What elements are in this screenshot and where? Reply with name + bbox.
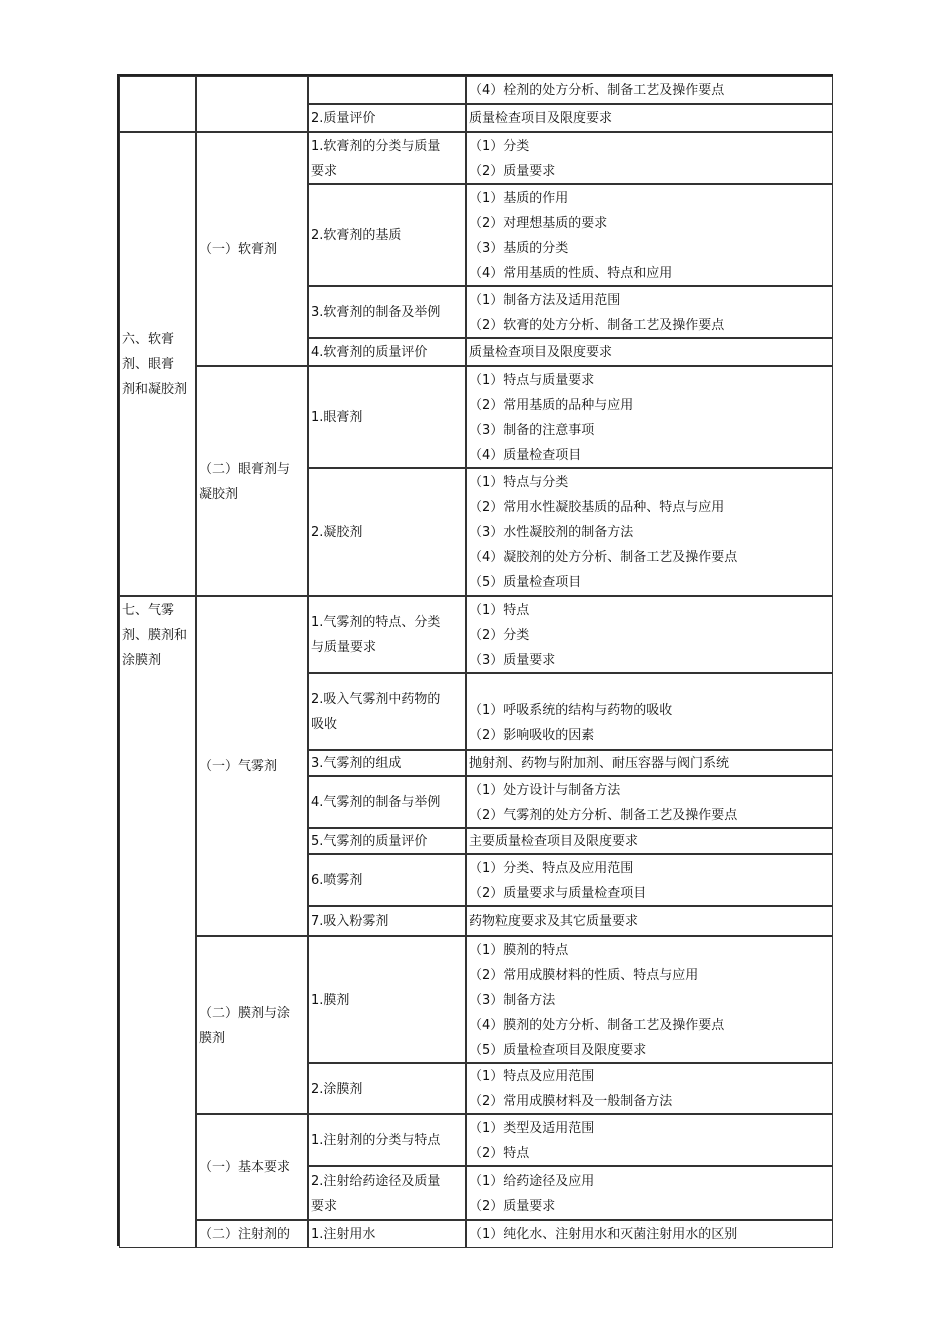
- cell-line: 主要质量检查项目及限度要求: [469, 834, 639, 849]
- item-cell: [308, 673, 466, 750]
- section-cell: [119, 596, 196, 1248]
- cell-line: （1）基质的作用: [469, 190, 569, 206]
- subsection-cell: [196, 366, 308, 596]
- subsection-cell: [196, 1114, 308, 1220]
- cell-line: （一）基本要求: [199, 1160, 291, 1175]
- cell-line: 2.吸入气雾剂中药物的: [311, 692, 441, 707]
- cell-line: （1）特点及应用范围: [469, 1069, 595, 1084]
- cell-line: 质量检查项目及限度要求: [469, 111, 613, 126]
- item-cell: [308, 104, 466, 132]
- cell-line: （2）质量要求: [469, 163, 556, 179]
- cell-line: 1.气雾剂的特点、分类: [311, 615, 441, 630]
- cell-line: （二）膜剂与涂: [199, 1005, 291, 1021]
- cell-line: （1）给药途径及应用: [469, 1173, 595, 1189]
- detail-cell: [466, 1114, 833, 1166]
- item-cell: [308, 468, 466, 596]
- detail-cell: [466, 596, 833, 673]
- section-cell: [196, 76, 308, 132]
- item-cell: [308, 76, 466, 104]
- cell-line: （二）注射剂的: [199, 1227, 291, 1242]
- syllabus-table: [117, 74, 833, 1246]
- cell-line: 2.质量评价: [311, 111, 376, 126]
- item-cell: [308, 906, 466, 936]
- cell-line: （1）膜剂的特点: [469, 942, 569, 958]
- cell-line: 1.膜剂: [311, 992, 350, 1008]
- cell-line: 涂膜剂: [122, 653, 162, 668]
- cell-line: （5）质量检查项目及限度要求: [469, 1042, 647, 1058]
- cell-line: 药物粒度要求及其它质量要求: [469, 914, 639, 929]
- cell-line: 3.软膏剂的制备及举例: [311, 305, 441, 320]
- cell-line: （1）纯化水、注射用水和灭菌注射用水的区别: [469, 1227, 738, 1242]
- cell-line: （2）影响吸收的因素: [469, 728, 595, 743]
- cell-line: （3）质量要求: [469, 652, 556, 668]
- cell-line: （一）软膏剂: [199, 242, 278, 257]
- item-cell: [308, 936, 466, 1063]
- cell-line: 2.涂膜剂: [311, 1081, 363, 1097]
- cell-line: 质量检查项目及限度要求: [469, 345, 613, 360]
- cell-line: （4）常用基质的性质、特点和应用: [469, 265, 673, 281]
- cell-line: （4）膜剂的处方分析、制备工艺及操作要点: [469, 1017, 725, 1033]
- cell-line: 吸收: [311, 717, 338, 732]
- cell-line: 膜剂: [199, 1030, 226, 1046]
- cell-line: （2）常用基质的品种与应用: [469, 397, 634, 413]
- detail-cell: [466, 906, 833, 936]
- cell-line: （3）基质的分类: [469, 240, 569, 256]
- detail-cell: [466, 132, 833, 184]
- cell-line: （2）特点: [469, 1145, 530, 1161]
- cell-line: （2）质量要求与质量检查项目: [469, 885, 647, 901]
- cell-line: （3）水性凝胶剂的制备方法: [469, 525, 634, 540]
- item-cell: [308, 596, 466, 673]
- cell-line: （1）制备方法及适用范围: [469, 292, 621, 308]
- detail-cell: [466, 286, 833, 338]
- detail-cell: [466, 673, 833, 750]
- cell-line: （2）常用成膜材料的性质、特点与应用: [469, 967, 699, 983]
- cell-line: 剂、膜剂和: [122, 628, 188, 643]
- detail-cell: [466, 1063, 833, 1114]
- item-cell: [308, 1114, 466, 1166]
- detail-cell: [466, 104, 833, 132]
- item-cell: [308, 776, 466, 828]
- cell-line: （2）气雾剂的处方分析、制备工艺及操作要点: [469, 807, 738, 823]
- cell-line: （1）特点与分类: [469, 475, 569, 490]
- cell-line: （2）软膏的处方分析、制备工艺及操作要点: [469, 317, 725, 333]
- detail-cell: [466, 1166, 833, 1220]
- cell-line: 4.软膏剂的质量评价: [311, 345, 428, 360]
- item-cell: [308, 1063, 466, 1114]
- detail-cell: [466, 828, 833, 854]
- item-cell: [308, 366, 466, 468]
- cell-line: 剂和凝胶剂: [122, 382, 188, 397]
- cell-line: 2.注射给药途径及质量: [311, 1173, 441, 1189]
- cell-line: 2.软膏剂的基质: [311, 228, 402, 243]
- item-cell: [308, 828, 466, 854]
- cell-line: （一）气雾剂: [199, 759, 278, 774]
- detail-cell: [466, 468, 833, 596]
- cell-line: （1）呼吸系统的结构与药物的吸收: [469, 703, 673, 718]
- item-cell: [308, 1220, 466, 1248]
- cell-line: 六、软膏: [122, 332, 175, 347]
- cell-line: （1）特点: [469, 602, 530, 618]
- item-cell: [308, 854, 466, 906]
- cell-line: 7.吸入粉雾剂: [311, 914, 389, 929]
- cell-line: （二）眼膏剂与: [199, 461, 291, 477]
- cell-line: 剂、眼膏: [122, 357, 175, 372]
- item-cell: [308, 750, 466, 776]
- cell-line: 1.眼膏剂: [311, 410, 363, 425]
- cell-line: （3）制备的注意事项: [469, 422, 595, 438]
- cell-line: 1.注射剂的分类与特点: [311, 1133, 441, 1148]
- cell-line: （2）质量要求: [469, 1198, 556, 1214]
- subsection-cell: [196, 132, 308, 366]
- cell-line: （1）类型及适用范围: [469, 1120, 595, 1136]
- cell-line: 要求: [311, 1198, 338, 1214]
- cell-line: （2）常用成膜材料及一般制备方法: [469, 1094, 673, 1109]
- detail-cell: [466, 854, 833, 906]
- cell-line: （5）质量检查项目: [469, 575, 582, 590]
- cell-line: （1）分类、特点及应用范围: [469, 860, 634, 876]
- cell-line: （1）处方设计与制备方法: [469, 782, 621, 798]
- cell-line: （1）特点与质量要求: [469, 372, 595, 388]
- cell-line: 1.软膏剂的分类与质量: [311, 138, 441, 154]
- cell-line: （1）分类: [469, 138, 530, 154]
- cell-line: 3.气雾剂的组成: [311, 756, 402, 771]
- cell-line: （3）制备方法: [469, 992, 556, 1008]
- detail-cell: [466, 76, 833, 104]
- cell-line: （2）常用水性凝胶基质的品种、特点与应用: [469, 500, 725, 515]
- detail-cell: [466, 750, 833, 776]
- cell-line: （4）凝胶剂的处方分析、制备工艺及操作要点: [469, 550, 738, 565]
- item-cell: [308, 1166, 466, 1220]
- item-cell: [308, 184, 466, 286]
- cell-line: 2.凝胶剂: [311, 525, 363, 540]
- detail-cell: [466, 936, 833, 1063]
- cell-line: 七、气雾: [122, 603, 175, 618]
- detail-cell: [466, 366, 833, 468]
- cell-line: 4.气雾剂的制备与举例: [311, 795, 441, 810]
- item-cell: [308, 132, 466, 184]
- cell-line: （2）对理想基质的要求: [469, 215, 608, 231]
- cell-line: 凝胶剂: [199, 486, 239, 502]
- item-cell: [308, 338, 466, 366]
- cell-line: （4）栓剂的处方分析、制备工艺及操作要点: [469, 83, 725, 98]
- subsection-cell: [196, 1220, 308, 1248]
- detail-cell: [466, 338, 833, 366]
- detail-cell: [466, 1220, 833, 1248]
- section-cell: [119, 132, 196, 596]
- cell-line: 5.气雾剂的质量评价: [311, 834, 428, 849]
- cell-line: 要求: [311, 163, 338, 179]
- cell-line: （2）分类: [469, 627, 530, 643]
- cell-line: 1.注射用水: [311, 1227, 376, 1242]
- cell-line: 抛射剂、药物与附加剂、耐压容器与阀门系统: [469, 756, 730, 771]
- detail-cell: [466, 776, 833, 828]
- cell-line: 与质量要求: [311, 640, 377, 655]
- subsection-cell: [196, 596, 308, 936]
- cell-line: 6.喷雾剂: [311, 873, 363, 888]
- subsection-cell: [196, 936, 308, 1114]
- item-cell: [308, 286, 466, 338]
- section-cell: [119, 76, 196, 132]
- cell-line: （4）质量检查项目: [469, 447, 582, 463]
- detail-cell: [466, 184, 833, 286]
